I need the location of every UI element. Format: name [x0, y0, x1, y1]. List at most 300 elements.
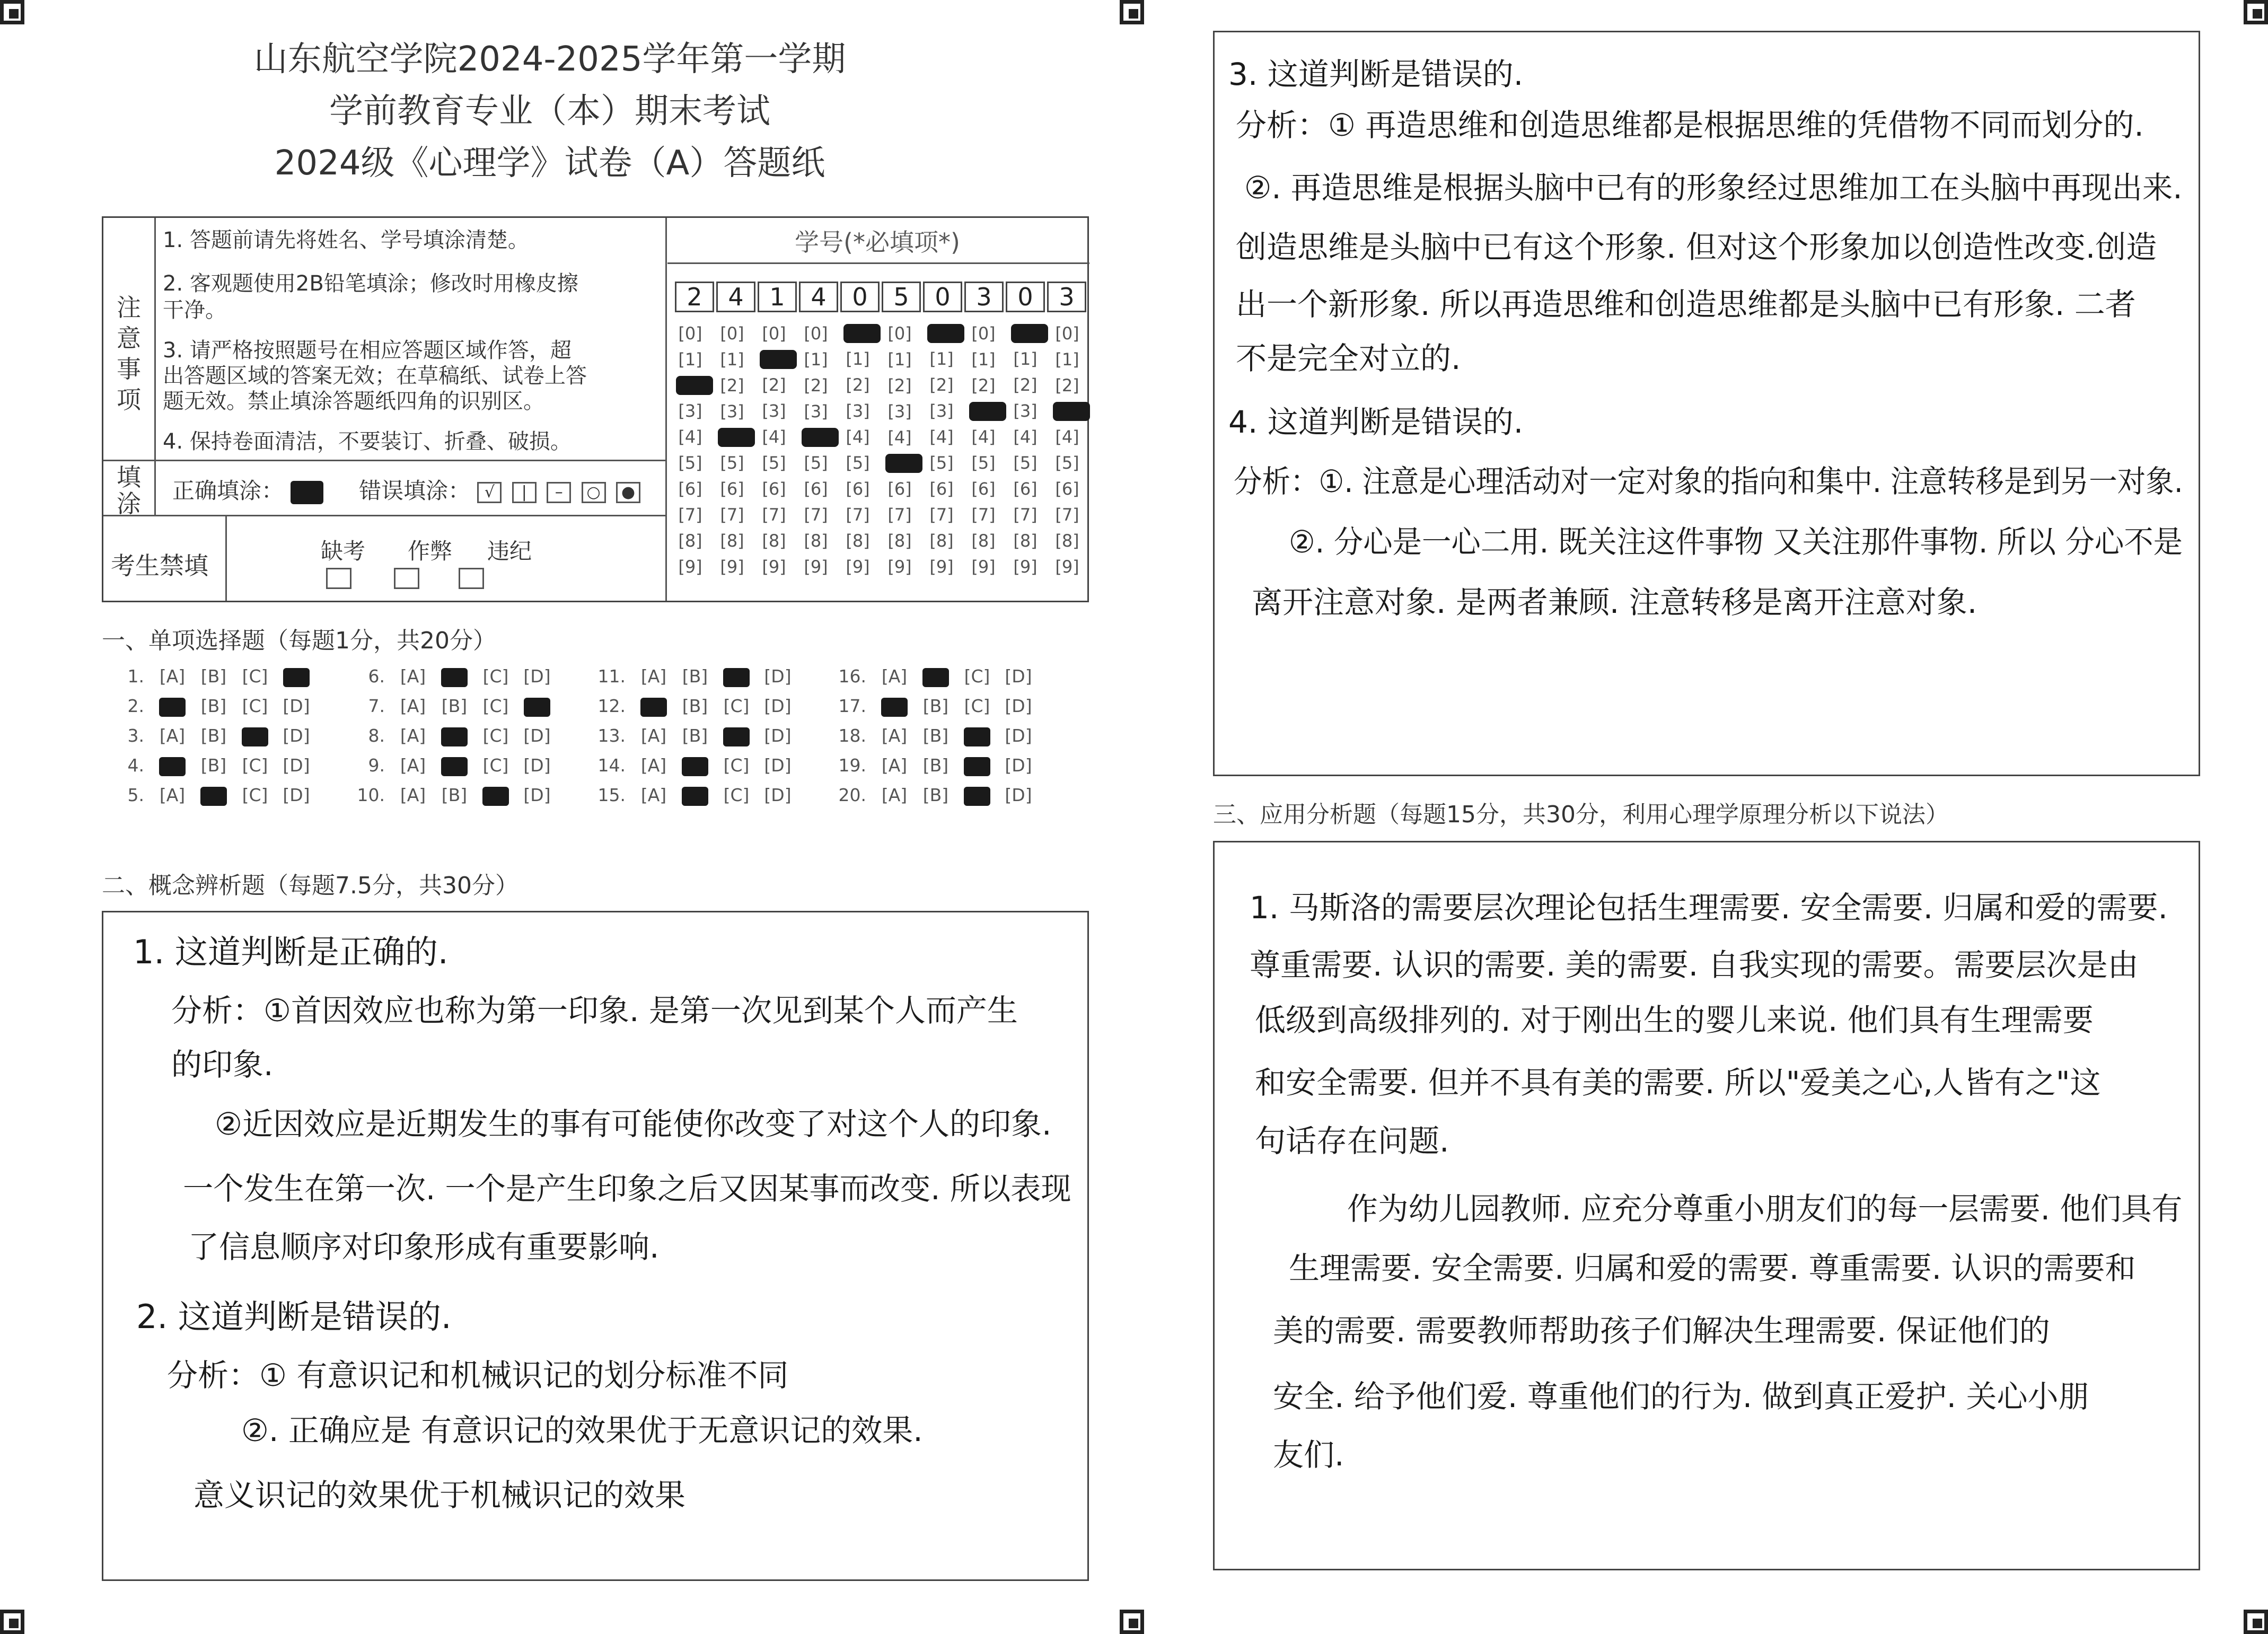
s3-line-9: 安全. 给予他们爱. 尊重他们的行为. 做到真正爱护. 关心小朋	[1273, 1378, 2089, 1415]
id-bubble[interactable]: [8]	[846, 531, 870, 551]
student-id-digit-1: 2	[675, 282, 714, 312]
wrong-fill-check-icon: √	[477, 482, 502, 503]
id-bubble-filled[interactable]	[1011, 324, 1048, 343]
id-bubble[interactable]: [5]	[762, 453, 786, 473]
mcq-bubble[interactable]: [C]	[723, 696, 750, 716]
filled-mark-icon	[682, 757, 708, 776]
notice-item-3b: 出答题区域的答案无效；在草稿纸、试卷上答	[163, 364, 587, 388]
mcq-bubble[interactable]: [D]	[1005, 755, 1032, 776]
id-bubble[interactable]: [9]	[887, 557, 912, 577]
id-bubble[interactable]: [8]	[929, 531, 954, 551]
filled-mark-icon	[441, 668, 468, 687]
mcq-question-12	[593, 696, 798, 717]
id-bubble[interactable]: [2]	[1055, 375, 1079, 396]
mcq-bubble[interactable]: [D]	[1005, 696, 1032, 716]
filled-mark-icon	[964, 757, 990, 776]
corner-marker-top-right	[2244, 0, 2268, 24]
mcq-bubble[interactable]: [C]	[482, 696, 509, 716]
id-bubble-filled[interactable]	[843, 324, 881, 343]
s2-line-1: 1. 这道判断是正确的.	[133, 933, 449, 971]
id-bubble[interactable]: [2]	[720, 375, 744, 396]
mcq-bubble[interactable]: [D]	[283, 725, 310, 746]
student-id-bubble-grid[interactable]	[672, 321, 1091, 586]
mcq-question-18	[833, 725, 1039, 746]
filled-mark-icon	[682, 787, 708, 806]
id-bubble[interactable]: [9]	[929, 557, 954, 577]
violation-checkbox[interactable]	[459, 568, 484, 589]
student-id-column-10[interactable]	[1049, 321, 1094, 580]
mcq-number: 2.	[127, 696, 144, 716]
id-bubble[interactable]: [4]	[887, 427, 912, 447]
mcq-number: 11.	[597, 666, 626, 687]
id-bubble[interactable]: [7]	[678, 505, 702, 525]
id-bubble[interactable]: [0]	[720, 323, 744, 344]
mcq-bubble[interactable]: [C]	[723, 755, 750, 776]
mcq-number: 5.	[127, 785, 144, 805]
exam-ban-label: 考生禁填	[111, 551, 208, 580]
id-bubble[interactable]: [3]	[887, 401, 912, 421]
mcq-question-16	[833, 666, 1039, 687]
mcq-bubble[interactable]: [A]	[400, 725, 426, 746]
id-bubble[interactable]: [9]	[678, 557, 702, 577]
s3-line-1: 1. 马斯洛的需要层次理论包括生理需要. 安全需要. 归属和爱的需要.	[1250, 890, 2168, 926]
student-id-title: 学号(*必填项*)	[795, 228, 960, 257]
mcq-bubble[interactable]: [D]	[283, 696, 310, 716]
mcq-bubble[interactable]: [C]	[242, 666, 268, 687]
id-bubble[interactable]: [6]	[971, 479, 996, 499]
id-bubble[interactable]: [0]	[971, 323, 996, 344]
id-bubble-filled[interactable]	[1053, 402, 1090, 421]
filled-mark-icon	[482, 787, 509, 806]
id-bubble[interactable]: [5]	[804, 453, 828, 473]
id-bubble[interactable]: [2]	[929, 375, 954, 395]
mcq-question-10	[352, 785, 558, 806]
id-bubble[interactable]: [7]	[762, 505, 786, 525]
id-bubble-filled[interactable]	[969, 402, 1006, 421]
student-id-column-5[interactable]	[839, 321, 885, 580]
cheat-checkbox[interactable]	[394, 568, 419, 589]
mcq-number: 10.	[357, 785, 385, 805]
fill-label: 填涂	[117, 463, 141, 518]
mcq-question-13	[593, 725, 798, 746]
id-bubble[interactable]: [7]	[1013, 505, 1038, 525]
id-bubble[interactable]: [7]	[929, 505, 954, 525]
mcq-bubble[interactable]: [A]	[640, 666, 667, 687]
id-bubble[interactable]: [6]	[846, 479, 870, 499]
id-bubble[interactable]: [8]	[1013, 531, 1038, 551]
mcq-bubble-filled[interactable]	[956, 755, 998, 776]
mcq-bubble[interactable]: [D]	[764, 755, 792, 776]
id-bubble[interactable]: [9]	[1013, 557, 1038, 577]
s2b-line-7: 4. 这道判断是错误的.	[1228, 404, 1524, 440]
id-bubble[interactable]: [1]	[846, 349, 870, 369]
s2-line-2: 分析：①首因效应也称为第一印象. 是第一次见到某个人而产生	[171, 992, 1018, 1029]
filled-mark-icon	[964, 787, 990, 806]
mcq-bubble-filled[interactable]	[152, 696, 193, 717]
mcq-bubble[interactable]: [B]	[682, 725, 708, 746]
mcq-bubble-filled[interactable]	[516, 696, 558, 717]
exam-title-line3: 2024级《心理学》试卷（A）答题纸	[274, 144, 825, 183]
notice-item-2: 2. 客观题使用2B铅笔填涂；修改时用橡皮擦	[163, 271, 578, 296]
id-bubble[interactable]: [4]	[1055, 427, 1079, 447]
id-bubble[interactable]: [4]	[678, 427, 702, 447]
student-id-column-1[interactable]	[672, 321, 717, 580]
mcq-bubble[interactable]: [C]	[964, 696, 990, 716]
mcq-bubble[interactable]: [B]	[441, 696, 468, 716]
id-bubble[interactable]: [6]	[929, 479, 954, 499]
id-bubble[interactable]: [9]	[804, 557, 828, 577]
mcq-bubble-filled[interactable]	[716, 725, 757, 746]
id-bubble[interactable]: [8]	[762, 531, 786, 551]
mcq-number: 14.	[597, 755, 626, 776]
id-bubble[interactable]: [6]	[1013, 479, 1038, 499]
mcq-bubble-filled[interactable]	[674, 785, 716, 806]
section2-answer-box	[102, 911, 1089, 1581]
section1-title: 一、单项选择题（每题1分，共20分）	[102, 627, 496, 654]
student-id-column-8[interactable]	[965, 321, 1010, 580]
id-bubble[interactable]: [3]	[678, 401, 702, 421]
exam-title-line2: 学前教育专业（本）期末考试	[329, 92, 770, 131]
id-bubble[interactable]: [5]	[1013, 453, 1038, 473]
filled-mark-icon	[524, 698, 550, 717]
section2-continued-box	[1213, 31, 2200, 776]
s2-line-6: 了信息顺序对印象形成有重要影响.	[188, 1229, 660, 1265]
id-bubble[interactable]: [3]	[762, 401, 786, 421]
id-bubble[interactable]: [1]	[720, 349, 744, 370]
filled-mark-icon	[964, 727, 990, 746]
mcq-question-14	[593, 755, 798, 776]
s2b-line-2: 分析：① 再造思维和创造思维都是根据思维的凭借物不同而划分的.	[1236, 107, 2144, 143]
id-bubble[interactable]: [4]	[846, 427, 870, 447]
filled-mark-icon	[200, 787, 227, 806]
id-bubble[interactable]: [0]	[804, 323, 828, 344]
mcq-bubble[interactable]: [B]	[922, 755, 949, 776]
id-bubble[interactable]: [1]	[887, 349, 912, 370]
mcq-bubble[interactable]: [C]	[482, 725, 509, 746]
mcq-bubble[interactable]: [D]	[523, 725, 551, 746]
id-bubble[interactable]: [4]	[762, 427, 786, 447]
mcq-number: 3.	[127, 725, 144, 746]
mcq-bubble[interactable]: [D]	[1005, 785, 1032, 805]
id-bubble[interactable]: [5]	[929, 453, 954, 473]
id-bubble-filled[interactable]	[927, 324, 964, 343]
filled-mark-icon	[242, 727, 268, 746]
mcq-bubble[interactable]: [C]	[482, 755, 509, 776]
mcq-bubble[interactable]: [C]	[242, 785, 268, 805]
mcq-question-5	[111, 785, 317, 806]
mcq-bubble-filled[interactable]	[956, 725, 998, 746]
mcq-bubble[interactable]: [A]	[400, 666, 426, 687]
id-bubble[interactable]: [9]	[762, 557, 786, 577]
mcq-bubble[interactable]: [B]	[200, 725, 227, 746]
mcq-question-17	[833, 696, 1039, 717]
mcq-bubble[interactable]: [D]	[523, 666, 551, 687]
mcq-bubble[interactable]: [A]	[881, 785, 908, 805]
s2b-line-5: 出一个新形象. 所以再造思维和创造思维都是头脑中已有形象. 二者	[1236, 286, 2136, 322]
id-bubble[interactable]: [8]	[971, 531, 996, 551]
section3-title: 三、应用分析题（每题15分，共30分，利用心理学原理分析以下说法）	[1213, 801, 1949, 828]
id-bubble[interactable]: [7]	[1055, 505, 1079, 525]
mcq-bubble[interactable]: [A]	[159, 666, 186, 687]
student-id-column-7[interactable]	[923, 321, 969, 580]
mcq-bubble-filled[interactable]	[152, 755, 193, 776]
student-id-digit-4: 4	[799, 282, 838, 312]
mcq-bubble[interactable]: [D]	[764, 696, 792, 716]
filled-mark-icon	[922, 668, 949, 687]
mcq-bubble[interactable]: [B]	[922, 696, 949, 716]
id-bubble[interactable]: [3]	[1013, 401, 1038, 421]
id-bubble[interactable]: [4]	[929, 427, 954, 447]
mcq-bubble-filled[interactable]	[234, 725, 276, 746]
mcq-bubble-filled[interactable]	[193, 785, 234, 806]
mcq-question-2	[111, 696, 317, 717]
id-bubble[interactable]: [7]	[887, 505, 912, 525]
mcq-bubble-filled[interactable]	[674, 755, 716, 776]
mcq-bubble[interactable]: [A]	[881, 666, 908, 687]
id-bubble[interactable]: [4]	[971, 427, 996, 447]
id-bubble[interactable]: [9]	[1055, 557, 1079, 577]
mcq-number: 8.	[368, 725, 385, 746]
id-bubble[interactable]: [1]	[1055, 349, 1079, 370]
id-bubble[interactable]: [7]	[971, 505, 996, 525]
id-bubble[interactable]: [6]	[720, 479, 744, 499]
mcq-bubble[interactable]: [B]	[200, 666, 227, 687]
filled-mark-icon	[723, 668, 750, 687]
student-id-digit-9: 0	[1006, 282, 1045, 312]
id-bubble[interactable]: [0]	[678, 323, 702, 344]
id-bubble[interactable]: [6]	[762, 479, 786, 499]
mcq-bubble[interactable]: [D]	[764, 725, 792, 746]
id-bubble[interactable]: [6]	[1055, 479, 1079, 499]
notice-item-2b: 干净。	[163, 298, 226, 322]
mcq-bubble[interactable]: [D]	[523, 755, 551, 776]
student-id-digit-5: 0	[840, 282, 880, 312]
s3-line-6: 作为幼儿园教师. 应充分尊重小朋友们的每一层需要. 他们具有	[1347, 1191, 2183, 1227]
id-bubble[interactable]: [5]	[720, 453, 744, 473]
id-bubble[interactable]: [1]	[678, 349, 702, 370]
s2-line-9: ②. 正确应是 有意识记的效果优于无意识记的效果.	[241, 1412, 923, 1448]
id-bubble[interactable]: [8]	[1055, 531, 1079, 551]
id-bubble[interactable]: [8]	[804, 531, 828, 551]
s2b-line-3: ②. 再造思维是根据头脑中已有的形象经过思维加工在头脑中再现出来.	[1244, 170, 2183, 206]
s2-line-10: 意义识记的效果优于机械识记的效果	[194, 1477, 686, 1513]
correct-fill-sample	[291, 481, 323, 504]
id-bubble-filled[interactable]	[802, 428, 839, 447]
mcq-number: 18.	[838, 725, 866, 746]
id-bubble-filled[interactable]	[718, 428, 755, 447]
id-bubble[interactable]: [8]	[720, 531, 744, 551]
student-id-digit-7: 0	[923, 282, 962, 312]
mcq-bubble[interactable]: [A]	[400, 755, 426, 776]
filled-mark-icon	[441, 757, 468, 776]
wrong-fill-circle-icon: ○	[582, 482, 606, 503]
notice-item-3c: 题无效。禁止填涂答题纸四角的识别区。	[163, 389, 544, 414]
section3-answer-box	[1213, 841, 2200, 1570]
s2b-line-10: 离开注意对象. 是两者兼顾. 注意转移是离开注意对象.	[1252, 584, 1977, 620]
mcq-bubble[interactable]: [B]	[441, 785, 468, 805]
id-bubble[interactable]: [2]	[804, 375, 828, 396]
id-bubble[interactable]: [3]	[846, 401, 870, 421]
mcq-question-9	[352, 755, 558, 776]
id-bubble[interactable]: [5]	[678, 453, 702, 473]
student-id-column-9[interactable]	[1007, 321, 1052, 580]
s2-line-7: 2. 这道判断是错误的.	[136, 1297, 452, 1336]
id-bubble[interactable]: [7]	[720, 505, 744, 525]
mcq-bubble[interactable]: [C]	[482, 666, 509, 687]
violation-label: 违纪	[487, 538, 532, 564]
student-id-column-2[interactable]	[714, 321, 759, 580]
mcq-number: 9.	[368, 755, 385, 776]
id-bubble[interactable]: [1]	[971, 349, 996, 370]
id-bubble[interactable]: [0]	[762, 323, 786, 344]
mcq-bubble[interactable]: [C]	[723, 785, 750, 805]
mcq-bubble-filled[interactable]	[874, 696, 915, 717]
s2b-line-9: ②. 分心是一心二用. 既关注这件事物 又关注那件事物. 所以 分心不是	[1289, 524, 2183, 560]
id-bubble[interactable]: [0]	[1055, 323, 1079, 344]
mcq-bubble[interactable]: [B]	[682, 696, 708, 716]
id-bubble[interactable]: [5]	[846, 453, 870, 473]
id-bubble[interactable]: [1]	[1013, 349, 1038, 369]
mcq-bubble[interactable]: [C]	[964, 666, 990, 687]
mcq-number: 13.	[597, 725, 626, 746]
student-id-column-6[interactable]	[881, 321, 927, 580]
id-bubble[interactable]: [4]	[1013, 427, 1038, 447]
id-bubble[interactable]: [1]	[804, 349, 828, 370]
id-bubble[interactable]: [8]	[887, 531, 912, 551]
filled-mark-icon	[159, 757, 186, 776]
mcq-number: 12.	[597, 696, 626, 716]
s2b-line-1: 3. 这道判断是错误的.	[1228, 56, 1524, 92]
mcq-bubble[interactable]: [B]	[200, 696, 227, 716]
notice-label: 注意事项	[117, 293, 141, 414]
mcq-bubble[interactable]: [A]	[881, 725, 908, 746]
mcq-bubble[interactable]: [A]	[640, 725, 667, 746]
mcq-bubble[interactable]: [A]	[159, 725, 186, 746]
id-bubble[interactable]: [7]	[846, 505, 870, 525]
mcq-bubble[interactable]: [D]	[1005, 666, 1032, 687]
corner-marker-top-middle	[1120, 0, 1144, 24]
mcq-number: 6.	[368, 666, 385, 687]
mcq-bubble[interactable]: [D]	[283, 785, 310, 805]
id-bubble-filled[interactable]	[676, 376, 713, 395]
mcq-bubble[interactable]: [A]	[400, 785, 426, 805]
mcq-bubble[interactable]: [B]	[922, 785, 949, 805]
notice-item-4: 4. 保持卷面清洁，不要装订、折叠、破损。	[163, 429, 572, 454]
mcq-bubble[interactable]: [B]	[200, 755, 227, 776]
mcq-bubble[interactable]: [A]	[640, 755, 667, 776]
notice-item-3: 3. 请严格按照题号在相应答题区域作答，超	[163, 338, 572, 363]
absent-checkbox[interactable]	[326, 568, 351, 589]
s2-line-3: 的印象.	[171, 1047, 274, 1083]
mcq-bubble-filled[interactable]	[434, 725, 475, 746]
student-id-digit-8: 3	[964, 282, 1004, 312]
mcq-bubble[interactable]: [D]	[523, 785, 551, 805]
id-bubble[interactable]: [9]	[971, 557, 996, 577]
id-bubble[interactable]: [2]	[971, 375, 996, 396]
s3-line-8: 美的需要. 需要教师帮助孩子们解决生理需要. 保证他们的	[1273, 1313, 2050, 1349]
id-bubble[interactable]: [9]	[846, 557, 870, 577]
id-bubble[interactable]: [2]	[846, 375, 870, 395]
id-bubble[interactable]: [9]	[720, 557, 744, 577]
mcq-number: 19.	[838, 755, 866, 776]
mcq-bubble[interactable]: [D]	[1005, 725, 1032, 746]
s2-line-4: ②近因效应是近期发生的事有可能使你改变了对这个人的印象.	[215, 1106, 1052, 1142]
mcq-question-6	[352, 666, 558, 687]
id-bubble[interactable]: [0]	[887, 323, 912, 344]
id-bubble[interactable]: [6]	[887, 479, 912, 499]
mcq-bubble-filled[interactable]	[633, 696, 674, 717]
id-bubble-filled[interactable]	[760, 350, 797, 369]
mcq-bubble[interactable]: [A]	[881, 755, 908, 776]
id-bubble[interactable]: [6]	[678, 479, 702, 499]
notice-item-1: 1. 答题前请先将姓名、学号填涂清楚。	[163, 228, 529, 252]
mcq-question-8	[352, 725, 558, 746]
mcq-bubble[interactable]: [D]	[764, 785, 792, 805]
mcq-bubble[interactable]: [A]	[159, 785, 186, 805]
mcq-number: 4.	[127, 755, 144, 776]
mcq-bubble-filled[interactable]	[716, 666, 757, 687]
id-bubble[interactable]: [3]	[929, 401, 954, 421]
filled-mark-icon	[723, 727, 750, 746]
mcq-number: 20.	[838, 785, 866, 805]
student-id-column-4[interactable]	[797, 321, 843, 580]
filled-mark-icon	[441, 727, 468, 746]
mcq-bubble[interactable]: [C]	[242, 755, 268, 776]
mcq-number: 7.	[368, 696, 385, 716]
mcq-bubble-filled[interactable]	[475, 785, 516, 806]
mcq-bubble[interactable]: [A]	[640, 785, 667, 805]
id-bubble[interactable]: [3]	[804, 401, 828, 421]
mcq-bubble-filled[interactable]	[956, 785, 998, 806]
mcq-question-19	[833, 755, 1039, 776]
mcq-bubble[interactable]: [B]	[682, 666, 708, 687]
mcq-bubble[interactable]: [C]	[242, 696, 268, 716]
mcq-bubble-filled[interactable]	[434, 666, 475, 687]
mcq-bubble-filled[interactable]	[915, 666, 956, 687]
id-bubble[interactable]: [5]	[971, 453, 996, 473]
student-id-column-3[interactable]	[755, 321, 801, 580]
s3-line-3: 低级到高级排列的. 对于刚出生的婴儿来说. 他们具有生理需要	[1255, 1002, 2094, 1038]
corner-marker-bottom-left	[0, 1610, 24, 1634]
id-bubble[interactable]: [5]	[1055, 453, 1079, 473]
mcq-bubble[interactable]: [D]	[764, 666, 792, 687]
mcq-bubble[interactable]: [B]	[922, 725, 949, 746]
student-id-digit-2: 4	[716, 282, 755, 312]
mcq-bubble-filled[interactable]	[434, 755, 475, 776]
id-bubble[interactable]: [1]	[929, 349, 954, 369]
id-bubble[interactable]: [3]	[720, 401, 744, 421]
s2-line-8: 分析：① 有意识记和机械识记的划分标准不同	[167, 1357, 789, 1393]
wrong-fill-dash-icon: –	[547, 482, 571, 503]
id-bubble[interactable]: [2]	[762, 375, 786, 395]
id-bubble[interactable]: [2]	[1013, 375, 1038, 395]
mcq-bubble-filled[interactable]	[276, 666, 317, 687]
id-bubble-filled[interactable]	[885, 454, 922, 473]
mcq-answer-grid[interactable]	[111, 666, 1087, 820]
id-bubble[interactable]: [2]	[887, 375, 912, 396]
mcq-question-11	[593, 666, 798, 687]
corner-marker-top-left	[0, 0, 24, 24]
mcq-question-4	[111, 755, 317, 776]
filled-mark-icon	[640, 698, 667, 717]
s3-line-2: 尊重需要. 认识的需要. 美的需要. 自我实现的需要。需要层次是由	[1250, 947, 2139, 983]
id-bubble[interactable]: [6]	[804, 479, 828, 499]
mcq-bubble[interactable]: [D]	[283, 755, 310, 776]
id-bubble[interactable]: [8]	[678, 531, 702, 551]
s3-line-4: 和安全需要. 但并不具有美的需要. 所以"爱美之心,人皆有之"这	[1255, 1065, 2101, 1101]
mcq-bubble[interactable]: [A]	[400, 696, 426, 716]
id-bubble[interactable]: [7]	[804, 505, 828, 525]
